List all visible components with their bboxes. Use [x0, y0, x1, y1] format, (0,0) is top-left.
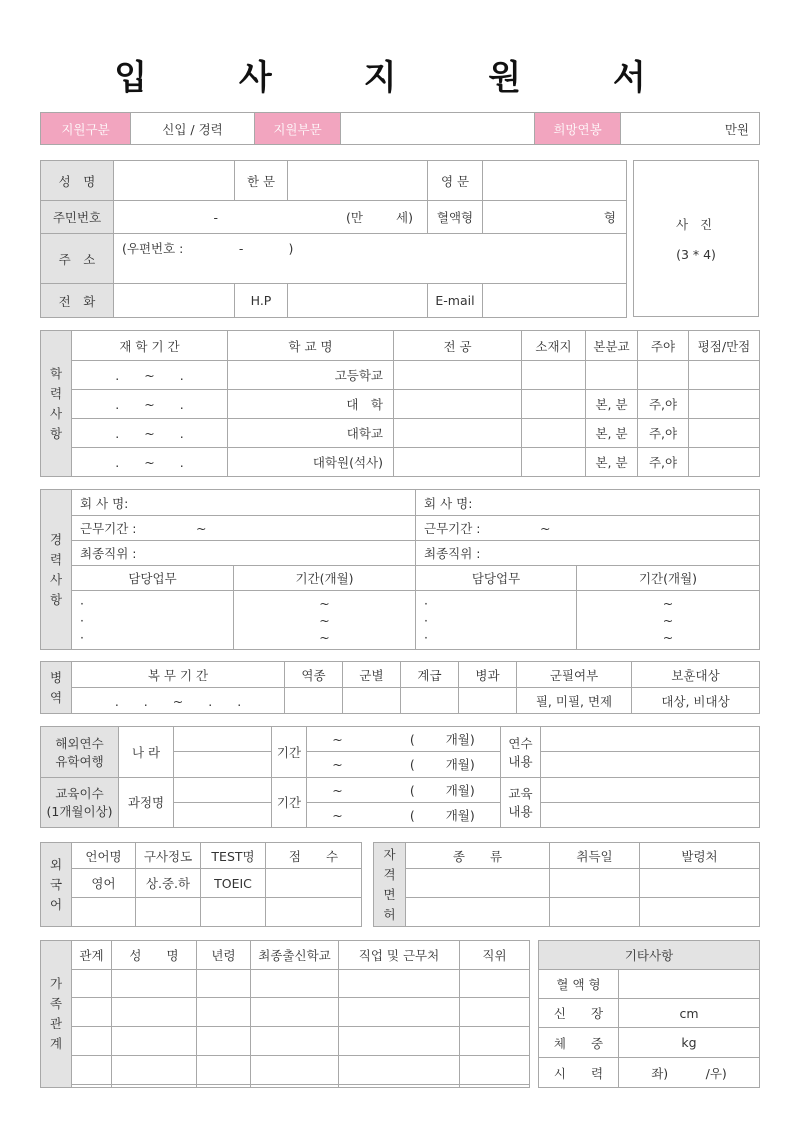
lang-language[interactable]	[72, 898, 136, 927]
career-duty-1[interactable]: · · ·	[72, 591, 234, 650]
overseas-country-field-2[interactable]	[174, 752, 272, 777]
name-field[interactable]	[114, 161, 235, 201]
training-course-label: 과정명	[119, 777, 174, 828]
career-months-2[interactable]: ~ ~ ~	[577, 591, 760, 650]
family-cell[interactable]	[197, 998, 251, 1027]
other-vision-field[interactable]: 좌) /우)	[619, 1058, 760, 1088]
license-date[interactable]	[550, 898, 640, 927]
edu-header-daynight: 주야	[638, 331, 689, 361]
career-side-label: 경 력 사 항	[41, 490, 72, 650]
license-header-issuer: 발령처	[640, 843, 760, 869]
career-position-1[interactable]: 최종직위 :	[72, 541, 416, 566]
apply-type-label: 지원구분	[41, 113, 131, 145]
family-cell[interactable]	[197, 970, 251, 998]
salary-field[interactable]: 만원	[621, 113, 760, 145]
family-cell[interactable]	[112, 1027, 197, 1056]
edu-major[interactable]	[394, 448, 522, 477]
hp-field[interactable]	[288, 284, 428, 318]
edu-school[interactable]: 대학교	[228, 419, 394, 448]
training-content-label: 교육 내용	[501, 777, 541, 828]
edu-header-period: 재 학 기 간	[72, 331, 228, 361]
other-info-table	[538, 940, 760, 1088]
address-label: 주 소	[41, 234, 114, 284]
family-cell[interactable]	[197, 1027, 251, 1056]
career-position-2[interactable]: 최종직위 :	[416, 541, 760, 566]
lang-test[interactable]: TOEIC	[201, 869, 266, 898]
email-field[interactable]	[483, 284, 627, 318]
lang-header-score: 점 수	[266, 843, 362, 869]
application-header-table	[40, 112, 760, 145]
edu-header-location: 소재지	[522, 331, 586, 361]
mil-header-rank: 계급	[401, 662, 459, 688]
career-duty-header-1: 담당업무	[72, 566, 234, 591]
phone-field[interactable]	[114, 284, 235, 318]
family-cell[interactable]	[251, 1027, 339, 1056]
family-cell[interactable]	[112, 970, 197, 998]
family-cell[interactable]	[112, 998, 197, 1027]
family-side-label: 가 족 관 계	[41, 941, 72, 1088]
blood-type-field[interactable]: 형	[483, 201, 627, 234]
family-cell[interactable]	[72, 998, 112, 1027]
edu-period[interactable]: . ~ .	[72, 448, 228, 477]
license-type[interactable]	[406, 898, 550, 927]
edu-daynight[interactable]: 주,야	[638, 419, 689, 448]
english-field[interactable]	[483, 161, 627, 201]
apply-type-value[interactable]: 신입 / 경력	[131, 113, 255, 145]
family-header-job: 직업 및 근무처	[339, 941, 460, 970]
apply-dept-label: 지원부문	[255, 113, 341, 145]
family-cell[interactable]	[339, 1056, 460, 1085]
career-months-header-1: 기간(개월)	[234, 566, 416, 591]
mil-header-veteran: 보훈대상	[632, 662, 760, 688]
rrn-field[interactable]	[114, 201, 428, 234]
training-course-field-2[interactable]	[174, 802, 272, 827]
lang-level[interactable]: 상.중.하	[136, 869, 201, 898]
address-field[interactable]	[114, 234, 627, 284]
other-height-label: 신 장	[539, 999, 619, 1028]
family-header-name: 성 명	[112, 941, 197, 970]
family-cell[interactable]	[197, 1056, 251, 1085]
family-cell[interactable]	[72, 970, 112, 998]
family-cell[interactable]	[251, 970, 339, 998]
education-table	[40, 330, 760, 477]
overseas-content-1[interactable]	[541, 727, 760, 752]
edu-location[interactable]	[522, 390, 586, 419]
overseas-period-label: 기간	[272, 727, 307, 778]
phone-label: 전 화	[41, 284, 114, 318]
edu-campus[interactable]	[586, 361, 638, 390]
training-content-1[interactable]	[541, 777, 760, 802]
mil-period[interactable]: . . ~ . .	[72, 688, 285, 714]
edu-daynight[interactable]: 주,야	[638, 390, 689, 419]
edu-gpa[interactable]	[689, 419, 760, 448]
age-close: 세)	[396, 210, 413, 225]
age-open: (만	[346, 210, 363, 225]
photo-size: (3 * 4)	[676, 247, 716, 262]
mil-veteran[interactable]: 대상, 비대상	[632, 688, 760, 714]
career-months-header-2: 기간(개월)	[577, 566, 760, 591]
lang-language[interactable]: 영어	[72, 869, 136, 898]
email-label: E-mail	[428, 284, 483, 318]
training-content-2[interactable]	[541, 802, 760, 827]
military-side-label: 병 역	[41, 662, 72, 714]
lang-header-language: 언어명	[72, 843, 136, 869]
career-table	[40, 489, 760, 650]
photo-placeholder[interactable]	[634, 161, 759, 317]
family-cell[interactable]	[460, 998, 530, 1027]
hp-label: H.P	[235, 284, 288, 318]
overseas-period-2[interactable]: ~ ( 개월)	[307, 752, 501, 777]
edu-location[interactable]	[522, 361, 586, 390]
mil-branch[interactable]	[343, 688, 401, 714]
training-label: 교육이수 (1개월이상)	[41, 777, 119, 828]
license-date[interactable]	[550, 869, 640, 898]
edu-major[interactable]	[394, 361, 522, 390]
family-cell[interactable]	[460, 970, 530, 998]
overseas-label: 해외연수 유학여행	[41, 727, 119, 778]
zip-close: )	[288, 241, 294, 256]
other-weight-field[interactable]: kg	[619, 1028, 760, 1058]
license-type[interactable]	[406, 869, 550, 898]
license-header-date: 취득일	[550, 843, 640, 869]
edu-campus[interactable]: 본, 분	[586, 419, 638, 448]
lang-header-test: TEST명	[201, 843, 266, 869]
photo-box	[633, 160, 759, 317]
family-cell[interactable]	[339, 1027, 460, 1056]
edu-school[interactable]: 고등학교	[228, 361, 394, 390]
license-issuer[interactable]	[640, 898, 760, 927]
edu-gpa[interactable]	[689, 361, 760, 390]
career-duty-header-2: 담당업무	[416, 566, 577, 591]
mil-header-branch: 군별	[343, 662, 401, 688]
lang-header-level: 구사정도	[136, 843, 201, 869]
name-label: 성 명	[41, 161, 114, 201]
training-course-field[interactable]	[174, 777, 272, 802]
edu-major[interactable]	[394, 390, 522, 419]
language-side-label: 외 국 어	[41, 843, 72, 927]
other-vision-label: 시 력	[539, 1058, 619, 1088]
other-info-title: 기타사항	[539, 941, 760, 970]
education-side-label: 학 력 사 항	[41, 331, 72, 477]
edu-daynight[interactable]: 주,야	[638, 448, 689, 477]
edu-header-school: 학 교 명	[228, 331, 394, 361]
family-header-age: 년령	[197, 941, 251, 970]
family-cell[interactable]	[251, 1056, 339, 1085]
zip-label: (우편번호 :	[122, 241, 184, 256]
family-cell[interactable]	[112, 1056, 197, 1085]
rrn-dash: -	[213, 210, 218, 225]
edu-period[interactable]: . ~ .	[72, 419, 228, 448]
career-company-2[interactable]: 회 사 명:	[416, 490, 760, 516]
training-period-1[interactable]: ~ ( 개월)	[307, 777, 501, 802]
language-table	[40, 842, 362, 927]
license-header-type: 종 류	[406, 843, 550, 869]
edu-daynight[interactable]	[638, 361, 689, 390]
edu-campus[interactable]: 본, 분	[586, 448, 638, 477]
family-header-school: 최종출신학교	[251, 941, 339, 970]
overseas-country-label: 나 라	[119, 727, 174, 778]
rrn-label: 주민번호	[41, 201, 114, 234]
edu-major[interactable]	[394, 419, 522, 448]
family-cell[interactable]	[72, 1027, 112, 1056]
lang-score[interactable]	[266, 898, 362, 927]
mil-specialty[interactable]	[459, 688, 517, 714]
family-cell[interactable]	[460, 1027, 530, 1056]
training-period-label: 기간	[272, 777, 307, 828]
career-period-2[interactable]: 근무기간 : ~	[416, 516, 760, 541]
edu-school[interactable]: 대 학	[228, 390, 394, 419]
edu-gpa[interactable]	[689, 390, 760, 419]
lang-score[interactable]	[266, 869, 362, 898]
overseas-training-table	[40, 726, 760, 828]
page-title: 입 사 지 원 서	[114, 58, 686, 98]
license-issuer[interactable]	[640, 869, 760, 898]
family-header-relation: 관계	[72, 941, 112, 970]
other-blood-field[interactable]	[619, 970, 760, 999]
mil-header-period: 복 무 기 간	[72, 662, 285, 688]
family-cell[interactable]	[339, 970, 460, 998]
mil-status[interactable]: 필, 미필, 면제	[517, 688, 632, 714]
family-cell[interactable]	[251, 998, 339, 1027]
edu-location[interactable]	[522, 419, 586, 448]
hanja-field[interactable]	[288, 161, 428, 201]
edu-gpa[interactable]	[689, 448, 760, 477]
license-table	[373, 842, 760, 927]
career-months-1[interactable]: ~ ~ ~	[234, 591, 416, 650]
career-company-1[interactable]: 회 사 명:	[72, 490, 416, 516]
blood-type-label: 혈액형	[428, 201, 483, 234]
mil-header-status: 군필여부	[517, 662, 632, 688]
edu-location[interactable]	[522, 448, 586, 477]
mil-header-type: 역종	[285, 662, 343, 688]
family-header-position: 직위	[460, 941, 530, 970]
edu-school[interactable]: 대학원(석사)	[228, 448, 394, 477]
edu-campus[interactable]: 본, 분	[586, 390, 638, 419]
family-cell[interactable]	[72, 1056, 112, 1085]
hanja-label: 한 문	[235, 161, 288, 201]
edu-header-major: 전 공	[394, 331, 522, 361]
other-height-field[interactable]: cm	[619, 999, 760, 1028]
mil-type[interactable]	[285, 688, 343, 714]
edu-header-gpa: 평점/만점	[689, 331, 760, 361]
military-table	[40, 661, 760, 714]
zip-dash: -	[238, 241, 244, 256]
salary-label: 희망연봉	[535, 113, 621, 145]
training-period-2[interactable]: ~ ( 개월)	[307, 802, 501, 827]
overseas-content-label: 연수 내용	[501, 727, 541, 778]
edu-period[interactable]: . ~ .	[72, 390, 228, 419]
lang-test[interactable]	[201, 898, 266, 927]
family-cell[interactable]	[460, 1056, 530, 1085]
mil-header-specialty: 병과	[459, 662, 517, 688]
personal-info-table	[40, 160, 627, 318]
overseas-content-2[interactable]	[541, 752, 760, 777]
license-side-label: 자 격 면 허	[374, 843, 406, 927]
other-weight-label: 체 중	[539, 1028, 619, 1058]
lang-level[interactable]	[136, 898, 201, 927]
english-label: 영 문	[428, 161, 483, 201]
other-blood-label: 혈 액 형	[539, 970, 619, 999]
overseas-country-field[interactable]	[174, 727, 272, 752]
apply-dept-field[interactable]	[341, 113, 535, 145]
edu-period[interactable]: . ~ .	[72, 361, 228, 390]
edu-header-campus: 본분교	[586, 331, 638, 361]
photo-label: 사 진	[675, 217, 717, 232]
family-cell[interactable]	[339, 998, 460, 1027]
overseas-period-1[interactable]: ~ ( 개월)	[307, 727, 501, 752]
mil-rank[interactable]	[401, 688, 459, 714]
career-period-1[interactable]: 근무기간 : ~	[72, 516, 416, 541]
family-table	[40, 940, 530, 1088]
career-duty-2[interactable]: · · ·	[416, 591, 577, 650]
